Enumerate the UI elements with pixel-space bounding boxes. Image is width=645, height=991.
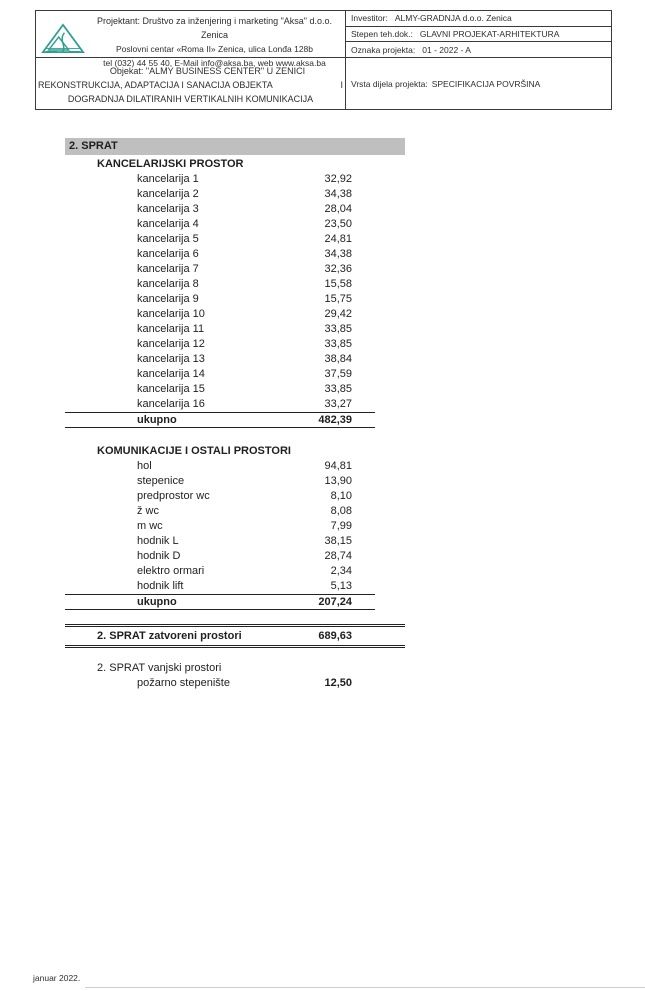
room-area: 33,27 xyxy=(324,398,352,410)
room-area: 29,42 xyxy=(324,308,352,320)
header-table xyxy=(35,10,612,110)
total-value: 207,24 xyxy=(318,596,352,608)
room-area: 7,99 xyxy=(330,520,352,532)
table-row xyxy=(65,262,405,277)
room-name: predprostor wc xyxy=(137,490,210,502)
spacer xyxy=(65,428,405,442)
stepen-value: GLAVNI PROJEKAT-ARHITEKTURA xyxy=(419,29,560,39)
table-row xyxy=(65,172,405,187)
projektant-line3: tel (032) 44 55 40, E-Mail info@aksa.ba, web www.aksa.ba xyxy=(103,58,326,68)
area-specification xyxy=(65,138,405,691)
aksa-logo-icon xyxy=(40,22,86,55)
objekat-line2-suffix: I xyxy=(340,80,343,90)
room-name: kancelarija 5 xyxy=(137,233,199,245)
room-area: 15,75 xyxy=(324,293,352,305)
room-area: 12,50 xyxy=(324,677,352,689)
oznaka-value: 01 - 2022 - A xyxy=(422,44,471,55)
room-area: 94,81 xyxy=(324,460,352,472)
footer-date: januar 2022. xyxy=(33,973,81,983)
table-row xyxy=(65,202,405,217)
table-row xyxy=(65,232,405,247)
room-name: hol xyxy=(137,460,152,472)
table-row xyxy=(65,307,405,322)
table-row xyxy=(65,534,405,549)
room-area: 24,81 xyxy=(324,233,352,245)
total-label: ukupno xyxy=(137,414,177,426)
vrsta-label: Vrsta dijela projekta: xyxy=(351,78,428,89)
room-name: stepenice xyxy=(137,475,185,487)
room-name: m wc xyxy=(137,520,163,532)
objekat-cell xyxy=(36,58,346,109)
table-row xyxy=(65,247,405,262)
room-area: 5,13 xyxy=(330,580,352,592)
outdoor-section-title: 2. SPRAT vanjski prostori xyxy=(97,662,222,674)
room-area: 33,85 xyxy=(324,323,352,335)
table-row xyxy=(65,382,405,397)
room-name: kancelarija 13 xyxy=(137,353,205,365)
objekat-line3: DOGRADNJA DILATIRANIH VERTIKALNIH KOMUNIKACIJA xyxy=(67,94,314,104)
investitor-row xyxy=(346,11,611,26)
total-label: ukupno xyxy=(137,596,177,608)
room-name: kancelarija 2 xyxy=(137,188,199,200)
table-row xyxy=(65,322,405,337)
room-area: 28,04 xyxy=(324,203,352,215)
investitor-value: ALMY-GRADNJA d.o.o. Zenica xyxy=(394,13,512,24)
stepen-label: Stepen teh.dok.: xyxy=(351,29,413,39)
room-area: 37,59 xyxy=(324,368,352,380)
room-name: kancelarija 7 xyxy=(137,263,199,275)
room-area: 23,50 xyxy=(324,218,352,230)
room-name: požarno stepenište xyxy=(137,677,230,689)
room-area: 38,15 xyxy=(324,535,352,547)
room-area: 34,38 xyxy=(324,248,352,260)
room-name: hodnik lift xyxy=(137,580,184,592)
table-row xyxy=(65,549,405,564)
table-row xyxy=(65,504,405,519)
vrsta-value: SPECIFIKACIJA POVRŠINA xyxy=(431,78,541,89)
room-name: kancelarija 15 xyxy=(137,383,205,395)
room-area: 13,90 xyxy=(324,475,352,487)
room-name: kancelarija 4 xyxy=(137,218,199,230)
room-name: kancelarija 14 xyxy=(137,368,205,380)
table-row xyxy=(65,489,405,504)
room-name: kancelarija 3 xyxy=(137,203,199,215)
vrsta-cell xyxy=(346,58,611,109)
floor-title-bar: 2. SPRAT xyxy=(65,138,405,155)
spacer xyxy=(65,610,405,624)
room-area: 15,58 xyxy=(324,278,352,290)
floor-summary-row xyxy=(65,624,405,648)
projektant-line1: Projektant: Društvo za inženjering i marketing "Aksa" d.o.o. Zenica xyxy=(97,16,332,40)
table-row xyxy=(65,277,405,292)
summary-label: 2. SPRAT zatvoreni prostori xyxy=(97,630,242,642)
room-name: kancelarija 12 xyxy=(137,338,205,350)
section-title-communications: KOMUNIKACIJE I OSTALI PROSTORI xyxy=(97,445,291,457)
section-title-offices: KANCELARIJSKI PROSTOR xyxy=(97,158,244,170)
objekat-line2 xyxy=(38,78,343,92)
room-name: kancelarija 9 xyxy=(137,293,199,305)
table-row xyxy=(65,367,405,382)
room-name: kancelarija 11 xyxy=(137,323,205,335)
oznaka-row xyxy=(346,41,611,57)
page-bottom-rule xyxy=(85,987,645,988)
table-row xyxy=(65,217,405,232)
room-area: 33,85 xyxy=(324,338,352,350)
table-row xyxy=(65,579,405,594)
table-row xyxy=(65,459,405,474)
room-area: 32,36 xyxy=(324,263,352,275)
table-row xyxy=(65,474,405,489)
table-row xyxy=(65,337,405,352)
table-row xyxy=(65,397,405,412)
summary-value: 689,63 xyxy=(318,630,352,642)
table-row xyxy=(65,187,405,202)
section-total-offices xyxy=(65,412,375,428)
table-row xyxy=(65,676,405,691)
table-row xyxy=(65,292,405,307)
projektant-cell xyxy=(36,11,346,68)
project-meta-cell xyxy=(346,11,611,58)
room-name: kancelarija 6 xyxy=(137,248,199,260)
table-row xyxy=(65,352,405,367)
room-name: elektro ormari xyxy=(137,565,205,577)
spacer xyxy=(65,648,405,661)
projektant-line2: Poslovni centar «Roma II» Zenica, ulica Lonđa 128b xyxy=(115,44,314,54)
room-area: 2,34 xyxy=(330,565,352,577)
room-name: kancelarija 10 xyxy=(137,308,205,320)
stepen-row xyxy=(346,26,611,42)
oznaka-label: Oznaka projekta: xyxy=(351,44,416,55)
table-row xyxy=(65,519,405,534)
room-area: 8,08 xyxy=(330,505,352,517)
table-row xyxy=(65,564,405,579)
room-area: 38,84 xyxy=(324,353,352,365)
investitor-label: Investitor: xyxy=(351,13,388,24)
room-area: 33,85 xyxy=(324,383,352,395)
section-total-communications xyxy=(65,594,375,610)
room-area: 8,10 xyxy=(330,490,352,502)
room-area: 34,38 xyxy=(324,188,352,200)
objekat-line2-text: REKONSTRUKCIJA, ADAPTACIJA I SANACIJA OBJEKTA xyxy=(38,80,273,90)
room-name: hodnik D xyxy=(137,550,181,562)
room-area: 32,92 xyxy=(324,173,352,185)
room-area: 28,74 xyxy=(324,550,352,562)
room-name: kancelarija 16 xyxy=(137,398,205,410)
room-name: kancelarija 1 xyxy=(137,173,199,185)
objekat-line1: Objekat: "ALMY BUSINESS CENTER" U ZENICI xyxy=(109,66,306,76)
room-name: hodnik L xyxy=(137,535,179,547)
room-name: kancelarija 8 xyxy=(137,278,199,290)
total-value: 482,39 xyxy=(318,414,352,426)
room-name: ž wc xyxy=(137,505,159,517)
